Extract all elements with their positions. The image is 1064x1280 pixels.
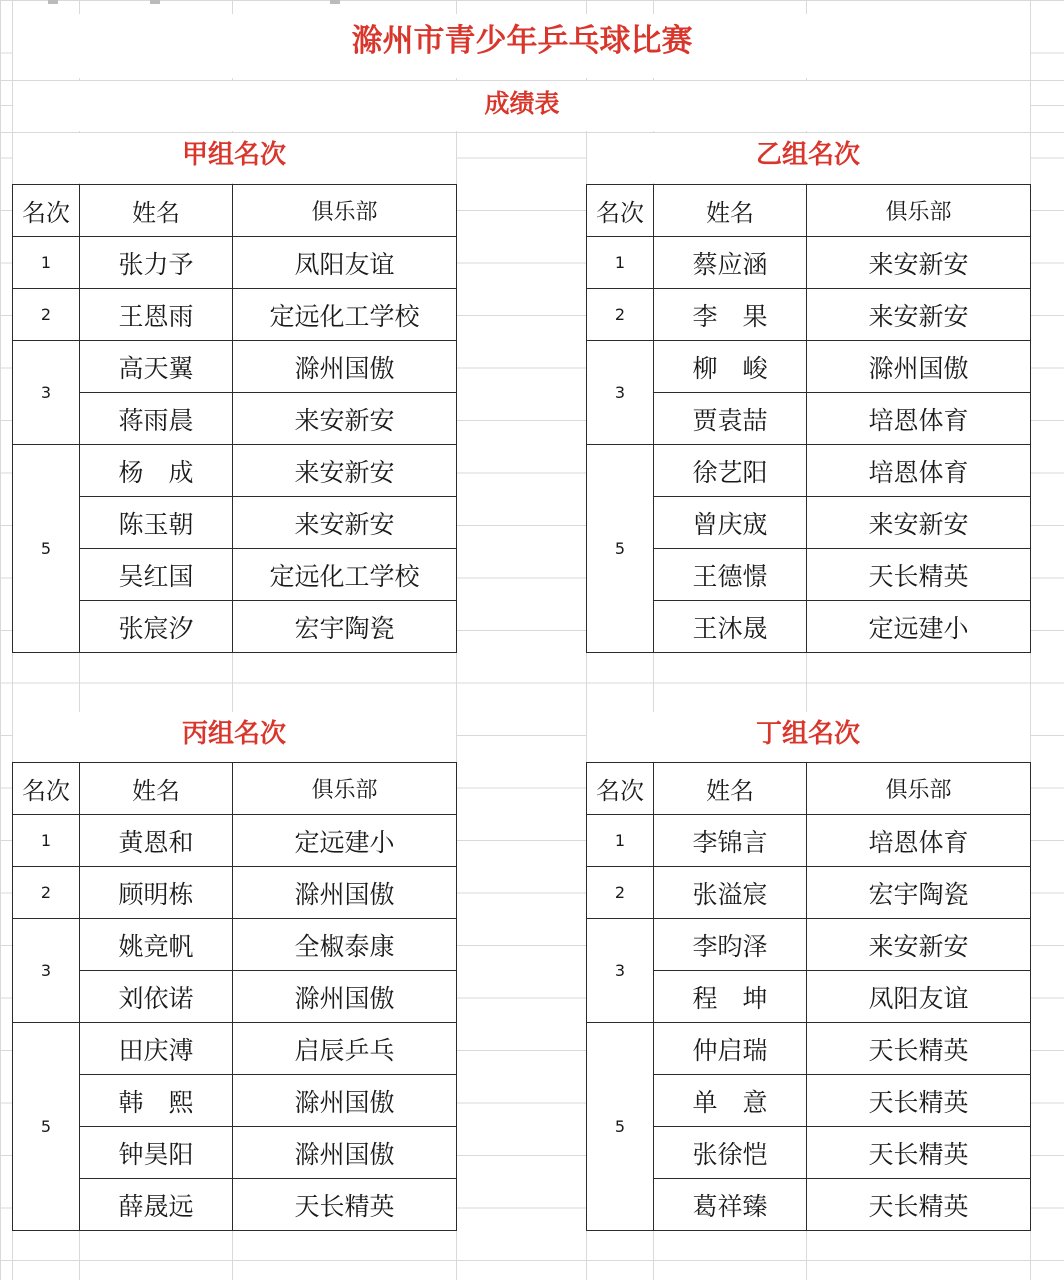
table-row [13,1075,457,1127]
table-header-row [587,763,1031,815]
table-row [13,1023,457,1075]
table-row [13,393,457,445]
rank-cell: 2 [587,289,654,341]
name-cell: 李锦言 [654,815,807,867]
table-row [13,1179,457,1231]
name-cell: 韩 熙 [80,1075,233,1127]
page-subtitle: 成绩表 [484,89,560,118]
table-row [13,549,457,601]
table-row [13,1127,457,1179]
rank-cell: 2 [13,867,80,919]
table-header-row [587,185,1031,237]
table-row [587,971,1031,1023]
table-row [587,1023,1031,1075]
rank-cell: 3 [587,919,654,1023]
table-row [587,919,1031,971]
club-cell: 滁州国傲 [233,867,457,919]
club-cell: 来安新安 [233,497,457,549]
table-row [587,815,1031,867]
name-cell: 李 果 [654,289,807,341]
club-cell: 天长精英 [807,1075,1031,1127]
table-row [13,445,457,497]
club-cell: 天长精英 [807,549,1031,601]
table-row [587,867,1031,919]
name-cell: 张溢宸 [654,867,807,919]
club-cell: 定远建小 [233,815,457,867]
club-header: 俱乐部 [233,185,457,237]
name-cell: 田庆溥 [80,1023,233,1075]
rank-cell: 5 [13,445,80,653]
club-cell: 来安新安 [807,237,1031,289]
table-row [13,815,457,867]
name-cell: 曾庆宬 [654,497,807,549]
club-cell: 来安新安 [807,289,1031,341]
rank-cell: 5 [13,1023,80,1231]
name-cell: 黄恩和 [80,815,233,867]
rank-header: 名次 [13,185,80,237]
name-cell: 葛祥臻 [654,1179,807,1231]
group-d-table [586,762,1031,1231]
rank-header: 名次 [587,185,654,237]
table-row [587,497,1031,549]
club-header: 俱乐部 [807,763,1031,815]
table-row [587,393,1031,445]
name-cell: 张力予 [80,237,233,289]
rank-header: 名次 [13,763,80,815]
rank-cell: 5 [587,445,654,653]
club-cell: 定远建小 [807,601,1031,653]
rank-cell: 5 [587,1023,654,1231]
name-cell: 李昀泽 [654,919,807,971]
club-cell: 滁州国傲 [233,341,457,393]
table-row [13,341,457,393]
rank-cell: 2 [587,867,654,919]
table-row [13,919,457,971]
name-header: 姓名 [654,763,807,815]
group-b-title: 乙组名次 [755,140,860,170]
name-cell: 程 坤 [654,971,807,1023]
group-d-title: 丁组名次 [755,719,860,749]
group-a-table [12,184,457,653]
name-cell: 张徐恺 [654,1127,807,1179]
club-cell: 培恩体育 [807,393,1031,445]
group-c-title: 丙组名次 [181,719,286,749]
table-row [587,341,1031,393]
club-header: 俱乐部 [233,763,457,815]
rank-cell: 3 [13,341,80,445]
name-cell: 吴红国 [80,549,233,601]
rank-header: 名次 [587,763,654,815]
name-cell: 蔡应涵 [654,237,807,289]
table-row [587,1179,1031,1231]
name-header: 姓名 [654,185,807,237]
name-cell: 杨 成 [80,445,233,497]
table-row [13,497,457,549]
club-cell: 宏宇陶瓷 [233,601,457,653]
name-cell: 王沐晟 [654,601,807,653]
table-row [13,971,457,1023]
table-header-row [13,185,457,237]
rank-cell: 1 [13,815,80,867]
name-cell: 姚竞帆 [80,919,233,971]
rank-cell: 1 [13,237,80,289]
table-row [13,289,457,341]
group-b-table [586,184,1031,653]
rank-cell: 1 [587,237,654,289]
club-cell: 天长精英 [807,1179,1031,1231]
table-row [13,237,457,289]
rank-cell: 3 [13,919,80,1023]
name-cell: 薛晟远 [80,1179,233,1231]
table-row [587,601,1031,653]
group-a-title: 甲组名次 [181,140,286,170]
table-header-row [13,763,457,815]
table-row [13,867,457,919]
table-row [587,445,1031,497]
name-header: 姓名 [80,185,233,237]
club-cell: 启辰乒乓 [233,1023,457,1075]
club-cell: 定远化工学校 [233,289,457,341]
club-cell: 凤阳友谊 [233,237,457,289]
club-cell: 天长精英 [807,1023,1031,1075]
name-cell: 刘依诺 [80,971,233,1023]
name-cell: 徐艺阳 [654,445,807,497]
name-cell: 蒋雨晨 [80,393,233,445]
name-cell: 王德憬 [654,549,807,601]
club-cell: 滁州国傲 [233,1127,457,1179]
name-cell: 陈玉朝 [80,497,233,549]
table-row [587,549,1031,601]
name-cell: 贾袁喆 [654,393,807,445]
group-c-table [12,762,457,1231]
club-cell: 宏宇陶瓷 [807,867,1031,919]
club-cell: 天长精英 [807,1127,1031,1179]
rank-cell: 3 [587,341,654,445]
name-cell: 钟昊阳 [80,1127,233,1179]
table-row [587,1127,1031,1179]
page-title: 滁州市青少年乒乓球比赛 [351,23,693,59]
club-cell: 来安新安 [233,445,457,497]
name-cell: 高天翼 [80,341,233,393]
club-cell: 定远化工学校 [233,549,457,601]
name-cell: 张宸汐 [80,601,233,653]
club-cell: 培恩体育 [807,815,1031,867]
name-cell: 柳 峻 [654,341,807,393]
club-cell: 培恩体育 [807,445,1031,497]
name-cell: 仲启瑞 [654,1023,807,1075]
club-cell: 来安新安 [233,393,457,445]
table-row [587,289,1031,341]
name-cell: 单 意 [654,1075,807,1127]
club-cell: 滁州国傲 [233,971,457,1023]
name-header: 姓名 [80,763,233,815]
club-header: 俱乐部 [807,185,1031,237]
club-cell: 天长精英 [233,1179,457,1231]
club-cell: 来安新安 [807,497,1031,549]
table-row [587,1075,1031,1127]
club-cell: 滁州国傲 [233,1075,457,1127]
name-cell: 王恩雨 [80,289,233,341]
club-cell: 滁州国傲 [807,341,1031,393]
club-cell: 凤阳友谊 [807,971,1031,1023]
club-cell: 来安新安 [807,919,1031,971]
name-cell: 顾明栋 [80,867,233,919]
rank-cell: 1 [587,815,654,867]
club-cell: 全椒泰康 [233,919,457,971]
rank-cell: 2 [13,289,80,341]
table-row [13,601,457,653]
table-row [587,237,1031,289]
